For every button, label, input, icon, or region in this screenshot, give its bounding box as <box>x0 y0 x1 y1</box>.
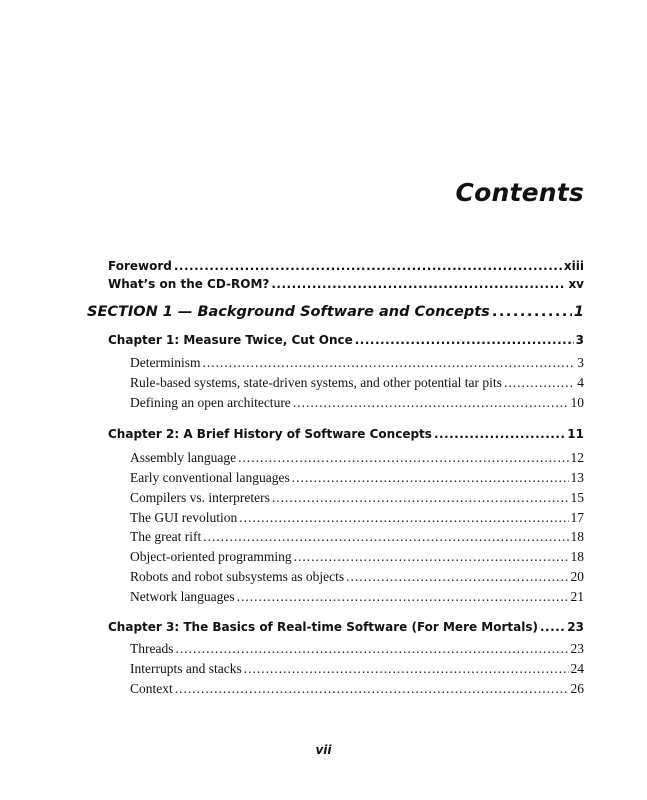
topic-label: Rule-based systems, state-driven systems, and other potential tar pits <box>130 375 502 390</box>
toc-topic <box>130 549 584 565</box>
chapter-label: Chapter 2: A Brief History of Software Concepts <box>108 427 432 441</box>
topic-label: Object-oriented programming <box>130 549 292 564</box>
chapter-label: Chapter 1: Measure Twice, Cut Once <box>108 333 353 347</box>
toc-section-1 <box>87 304 584 320</box>
toc-entry-label: What’s on the CD-ROM? <box>108 277 270 291</box>
topic-label: Assembly language <box>130 450 237 465</box>
toc-chapter-3 <box>108 620 584 634</box>
dot-leader <box>237 589 569 605</box>
section-label: SECTION 1 — Background Software and Concepts <box>87 304 490 320</box>
topic-label: Early conventional languages <box>130 470 290 485</box>
chapter-page: 11 <box>567 427 584 441</box>
topic-label: Robots and robot subsystems as objects <box>130 569 345 584</box>
dot-leader <box>203 529 568 545</box>
toc-topic <box>130 395 584 411</box>
toc-entry-page: xv <box>568 277 584 291</box>
topic-page: 18 <box>570 529 584 544</box>
toc-topic <box>130 529 584 545</box>
toc-entry-foreword <box>108 259 584 273</box>
topic-page: 10 <box>570 395 584 410</box>
dot-leader <box>272 490 569 506</box>
toc-entry-cdrom <box>108 277 584 291</box>
dot-leader <box>203 355 576 371</box>
topic-label: Threads <box>130 641 174 656</box>
toc-topic <box>130 470 584 486</box>
topic-page: 23 <box>570 641 584 656</box>
topic-page: 17 <box>570 510 584 525</box>
topic-label: Determinism <box>130 355 201 370</box>
dot-leader <box>175 641 568 657</box>
toc-topic <box>130 589 584 605</box>
topic-page: 26 <box>570 681 584 696</box>
chapter-page: 3 <box>575 333 584 347</box>
dot-leader <box>355 333 574 347</box>
page-title: Contents <box>455 178 584 207</box>
dot-leader <box>434 427 565 441</box>
dot-leader <box>346 569 568 585</box>
dot-leader <box>492 304 572 320</box>
topic-page: 15 <box>570 490 584 505</box>
topic-page: 20 <box>570 569 584 584</box>
toc-topic <box>130 490 584 506</box>
dot-leader <box>293 395 569 411</box>
toc-entry-label: Foreword <box>108 259 172 273</box>
dot-leader <box>504 375 575 391</box>
topic-label: Compilers vs. interpreters <box>130 490 270 505</box>
toc-topic <box>130 450 584 466</box>
toc-entry-page: xiii <box>563 259 584 273</box>
topic-page: 13 <box>570 470 584 485</box>
toc-topic <box>130 681 584 697</box>
dot-leader <box>239 510 568 526</box>
dot-leader <box>175 681 569 697</box>
topic-label: Context <box>130 681 173 696</box>
chapter-label: Chapter 3: The Basics of Real-time Software (For Mere Mortals) <box>108 620 538 634</box>
toc-topic <box>130 569 584 585</box>
toc-topic <box>130 510 584 526</box>
dot-leader <box>271 277 566 291</box>
topic-label: The GUI revolution <box>130 510 238 525</box>
dot-leader <box>540 620 565 634</box>
section-page: 1 <box>573 304 584 320</box>
toc-topic <box>130 375 584 391</box>
topic-page: 21 <box>570 589 584 604</box>
topic-label: Defining an open architecture <box>130 395 291 410</box>
chapter-page: 23 <box>567 620 584 634</box>
topic-page: 12 <box>570 450 584 465</box>
topic-page: 4 <box>577 375 584 390</box>
dot-leader <box>238 450 568 466</box>
topic-page: 24 <box>570 661 584 676</box>
topic-page: 18 <box>570 549 584 564</box>
dot-leader <box>292 470 569 486</box>
page-number: vii <box>315 743 332 757</box>
topic-label: Interrupts and stacks <box>130 661 242 676</box>
toc-topic <box>130 641 584 657</box>
dot-leader <box>174 259 562 273</box>
toc-topic <box>130 661 584 677</box>
toc-chapter-2 <box>108 427 584 441</box>
topic-page: 3 <box>577 355 584 370</box>
topic-label: The great rift <box>130 529 202 544</box>
topic-label: Network languages <box>130 589 235 604</box>
dot-leader <box>244 661 569 677</box>
toc-chapter-1 <box>108 333 584 347</box>
dot-leader <box>294 549 569 565</box>
toc-topic <box>130 355 584 371</box>
